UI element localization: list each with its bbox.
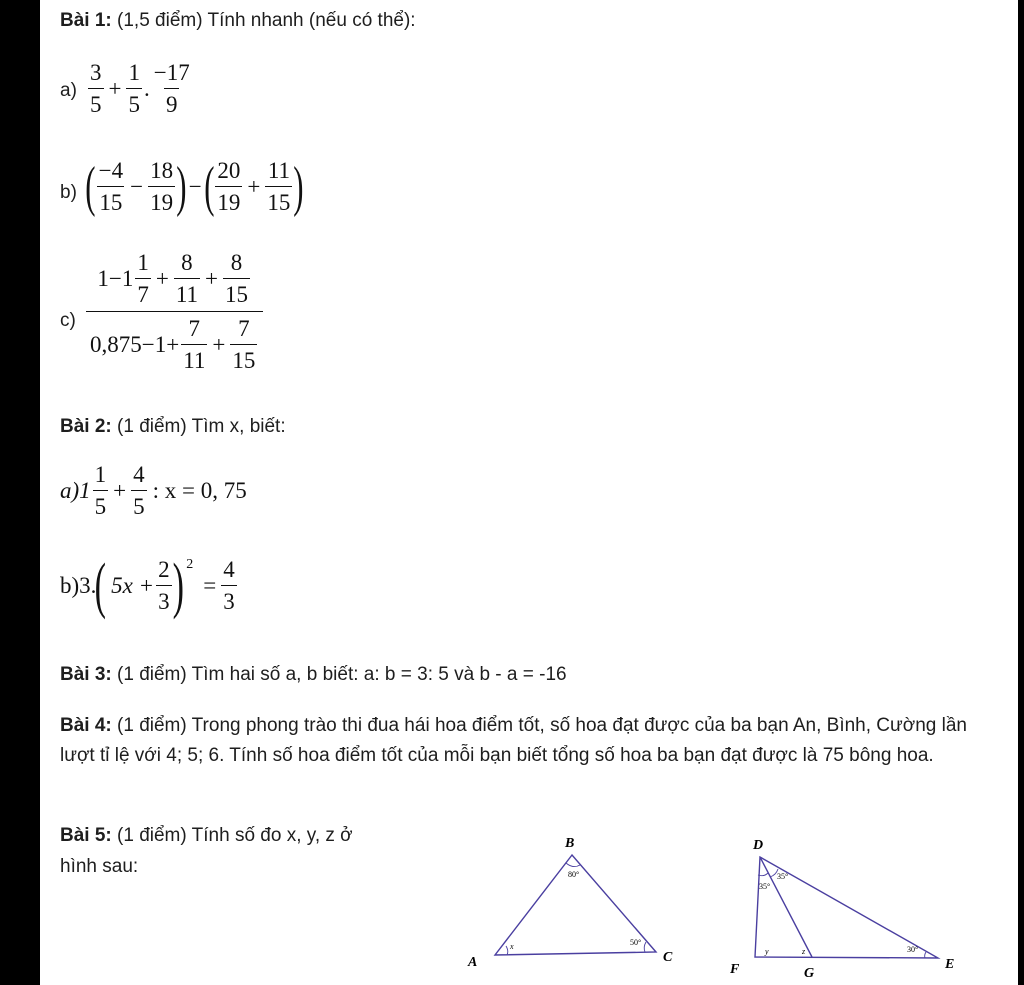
denominator: 5 — [126, 88, 142, 118]
denominator: 7 — [135, 278, 151, 308]
denominator: 11 — [181, 344, 207, 374]
numerator: 1 — [94, 462, 107, 487]
denominator: 11 — [174, 278, 200, 308]
bai2-a-expression — [60, 462, 247, 520]
bai1-a-expression — [86, 60, 194, 118]
vertex-d: D — [753, 838, 764, 853]
fraction — [221, 557, 237, 615]
paren-close: ) — [293, 156, 304, 218]
denominator: 3 — [221, 585, 237, 615]
operator: . — [143, 76, 150, 101]
fraction — [135, 250, 151, 308]
triangle-dfe-figure — [720, 825, 990, 985]
big-denominator — [86, 311, 263, 374]
denominator: 15 — [223, 278, 250, 308]
bai4-desc: (1 điểm) Trong phong trào thi đua hái hoa điểm tốt, số hoa đạt được của ba bạn An, Bình, Cường lần lượt tỉ lệ với 4; 5; 6. Tính số hoa điểm tốt của mỗi bạn biết tổng số hoa ba bạn đạt được là 75 bông hoa. — [60, 715, 967, 766]
bai5-line2: hình sau: — [60, 856, 139, 877]
numerator: 1 — [137, 250, 149, 275]
angle-e-label: 30° — [907, 945, 919, 954]
operator: + — [212, 332, 226, 357]
bai3-title: Bài 3: — [60, 664, 112, 685]
numerator: −4 — [98, 158, 124, 183]
numerator: 7 — [188, 316, 201, 341]
angle-b-label: 80° — [568, 870, 580, 879]
bai1-title: Bài 1: — [60, 10, 112, 31]
fraction — [181, 316, 207, 374]
inner-term: 5x + — [111, 573, 155, 598]
fraction — [88, 60, 104, 118]
paren-open: ( — [95, 552, 107, 620]
vertex-b: B — [565, 836, 575, 851]
bai5-title: Bài 5: — [60, 825, 112, 846]
fraction — [126, 60, 142, 118]
denominator: 5 — [88, 88, 104, 118]
paren-close: ) — [176, 156, 187, 218]
denominator: 15 — [97, 186, 124, 216]
operator: + — [108, 76, 122, 101]
bai1-c-label: c) — [60, 310, 76, 331]
fraction — [152, 60, 192, 118]
fraction — [156, 557, 172, 615]
angle-d2-label: 35° — [777, 872, 789, 881]
numerator: 11 — [267, 158, 290, 183]
bai3-heading — [60, 664, 567, 686]
angle-arc-a — [506, 946, 508, 955]
paren-open: ( — [203, 156, 215, 218]
equation-rest: : x = 0, 75 — [152, 478, 247, 503]
triangle-abc-figure — [460, 825, 690, 980]
bai2-b-label: b)3. — [60, 573, 97, 598]
angle-d1-label: 35° — [759, 882, 771, 891]
bai2-title: Bài 2: — [60, 416, 112, 437]
numerator: 8 — [181, 250, 193, 275]
operator: + — [113, 478, 127, 503]
paren-open: ( — [85, 156, 96, 218]
denominator: 5 — [93, 490, 109, 520]
angle-c-label: 50° — [630, 938, 642, 947]
denominator: 19 — [215, 186, 242, 216]
document-page — [40, 0, 1018, 985]
bai5-heading — [60, 825, 353, 847]
angle-arc-e — [925, 952, 926, 958]
vertex-f: F — [730, 962, 740, 977]
numerator: 4 — [223, 557, 235, 582]
denominator-lead: 0,875−1+ — [90, 332, 180, 357]
fraction — [97, 158, 125, 216]
denominator: 9 — [164, 88, 180, 118]
denominator: 15 — [265, 186, 292, 216]
vertex-g: G — [804, 966, 815, 981]
operator: + — [204, 266, 218, 291]
fraction — [215, 158, 242, 216]
numerator: 18 — [150, 158, 174, 183]
operator: + — [155, 266, 169, 291]
fraction — [230, 316, 257, 374]
big-numerator — [93, 250, 256, 311]
numerator: 8 — [230, 250, 243, 275]
bai1-desc: (1,5 điểm) Tính nhanh (nếu có thể): — [111, 10, 416, 31]
numerator: 4 — [133, 462, 145, 487]
fraction — [148, 158, 175, 216]
denominator: 15 — [230, 344, 257, 374]
numerator: 2 — [158, 557, 170, 582]
fraction — [131, 462, 147, 520]
angle-a-label: x — [510, 942, 514, 951]
operator: + — [247, 174, 261, 199]
paren-close: ) — [172, 552, 184, 620]
bai2-heading — [60, 416, 286, 438]
numerator: 1 — [128, 60, 140, 85]
angle-arc-b — [566, 863, 580, 867]
vertex-c: C — [663, 950, 673, 965]
numerator: 3 — [90, 60, 102, 85]
bai4-paragraph — [60, 711, 972, 771]
bai4-title: Bài 4: — [60, 715, 112, 736]
fraction — [223, 250, 250, 308]
numerator: −17 — [153, 60, 190, 85]
fraction — [265, 158, 292, 216]
angle-f-label: y — [765, 947, 769, 956]
bai1-b-label: b) — [60, 182, 77, 203]
operator: − — [130, 174, 144, 199]
angle-arc-c — [644, 942, 646, 952]
denominator: 3 — [156, 585, 172, 615]
numerator: 7 — [238, 316, 250, 341]
fraction — [174, 250, 200, 308]
fraction — [93, 462, 109, 520]
denominator: 5 — [131, 490, 147, 520]
denominator: 19 — [148, 186, 175, 216]
numerator-lead: 1−1 — [97, 266, 134, 291]
bai1-heading — [60, 10, 416, 32]
bai5-desc: (1 điểm) Tính số đo x, y, z ở — [111, 825, 353, 846]
bai1-b-expression — [86, 158, 303, 216]
vertex-e: E — [945, 957, 955, 972]
numerator: 20 — [217, 158, 241, 183]
bai2-desc: (1 điểm) Tìm x, biết: — [111, 416, 286, 437]
angle-g-label: z — [802, 947, 806, 956]
bai1-c-expression — [86, 250, 263, 374]
exponent: 2 — [186, 557, 194, 572]
operator: = — [203, 573, 217, 598]
vertex-a: A — [468, 955, 478, 970]
operator: − — [188, 174, 202, 199]
bai2-a-label: a)1 — [60, 478, 91, 503]
bai1-a-label: a) — [60, 80, 77, 101]
bai2-b-expression — [60, 552, 239, 620]
bai3-desc: (1 điểm) Tìm hai số a, b biết: a: b = 3: 5 và b - a = -16 — [111, 664, 567, 685]
